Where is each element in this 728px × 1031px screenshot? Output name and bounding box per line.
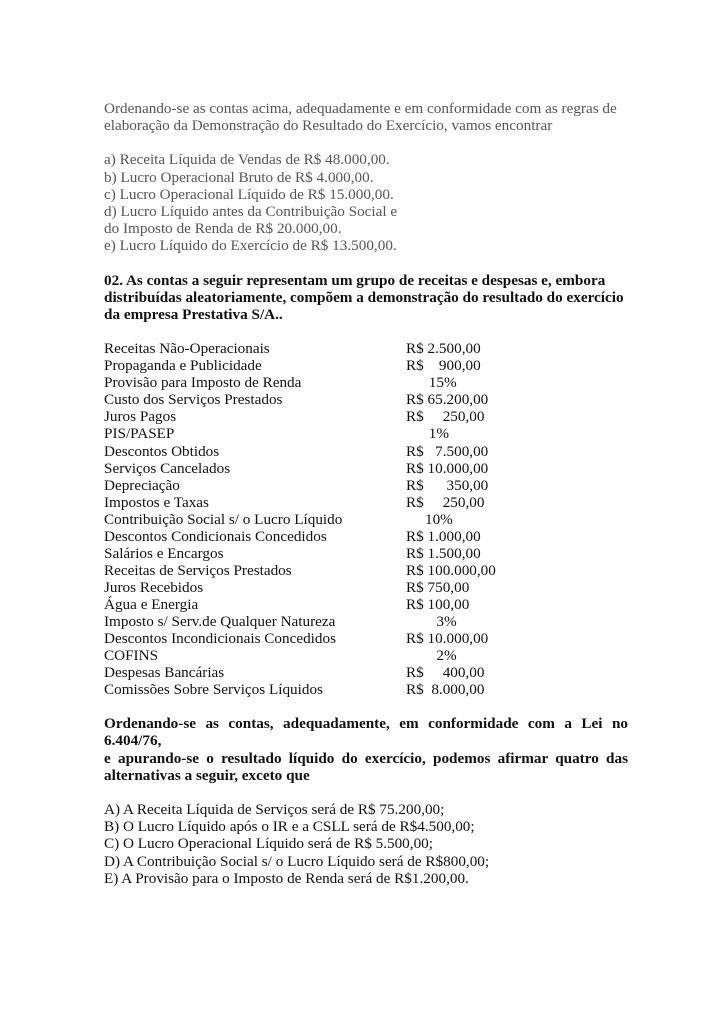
q2-heading-line: 02. As contas a seguir representam um grupo de receitas e despesas e, embora: [104, 271, 606, 289]
q2-option-b: B) O Lucro Líquido após o IR e a CSLL será de R$4.500,00;: [104, 818, 475, 836]
account-row: [104, 596, 628, 613]
account-value: 2%: [406, 647, 457, 665]
account-row: [104, 562, 628, 579]
account-label: Salários e Encargos: [104, 544, 224, 562]
intro-line: Ordenando-se as contas acima, adequadamente e em conformidade com as regras de: [104, 100, 617, 117]
q2-option-c: C) O Lucro Operacional Líquido será de R$ 5.500,00;: [104, 835, 433, 853]
account-label: Provisão para Imposto de Renda: [104, 374, 302, 392]
q1-option-d: d) Lucro Líquido antes da Contribuição Social e: [104, 203, 398, 221]
q1-option-e: e) Lucro Líquido do Exercício de R$ 13.500,00.: [104, 237, 397, 255]
account-label: Descontos Obtidos: [104, 442, 220, 460]
account-row: [104, 460, 628, 477]
account-label: Impostos e Taxas: [104, 493, 209, 511]
q2-heading: [104, 272, 628, 324]
account-value: R$ 7.500,00: [406, 442, 489, 460]
q1-option-b: b) Lucro Operacional Bruto de R$ 4.000,00.: [104, 168, 374, 186]
q2-question: [104, 715, 628, 784]
account-value: R$ 2.500,00: [406, 340, 481, 358]
account-value: R$ 100,00: [406, 595, 470, 613]
account-label: Água e Energia: [104, 595, 199, 613]
account-value: R$ 8.000,00: [406, 681, 485, 699]
q2-question-line: alternativas a seguir, exceto que: [104, 766, 310, 784]
account-value: R$ 10.000,00: [406, 459, 489, 477]
account-label: Juros Pagos: [104, 408, 177, 426]
account-label: Receitas Não-Operacionais: [104, 340, 270, 358]
account-row: [104, 391, 628, 408]
account-row: [104, 494, 628, 511]
account-label: Receitas de Serviços Prestados: [104, 561, 292, 579]
q2-question-line: e apurando-se o resultado líquido do exercício, podemos afirmar quatro das: [104, 749, 628, 767]
q2-question-line: Ordenando-se as contas, adequadamente, em conformidade com a Lei no 6.404/76,: [104, 715, 628, 750]
account-label: Serviços Cancelados: [104, 459, 231, 477]
account-row: [104, 545, 628, 562]
account-row: [104, 647, 628, 664]
document-page: [104, 100, 628, 887]
q2-option-e: E) A Provisão para o Imposto de Renda será de R$1.200,00.: [104, 869, 469, 887]
account-label: COFINS: [104, 647, 159, 665]
q1-options-list: [104, 151, 628, 254]
accounts-table: [104, 340, 628, 698]
account-label: Comissões Sobre Serviços Líquidos: [104, 681, 323, 699]
account-row: [104, 630, 628, 647]
account-value: R$ 1.000,00: [406, 527, 481, 545]
account-value: R$ 400,00: [406, 664, 485, 682]
account-value: 15%: [406, 374, 457, 392]
account-value: R$ 350,00: [406, 476, 489, 494]
account-row: [104, 425, 628, 442]
q2-option-d: D) A Contribuição Social s/ o Lucro Líquido será de R$800,00;: [104, 852, 490, 870]
account-row: [104, 374, 628, 391]
account-label: Despesas Bancárias: [104, 664, 225, 682]
account-label: Propaganda e Publicidade: [104, 357, 262, 375]
account-value: R$ 100.000,00: [406, 561, 496, 579]
account-label: Custo dos Serviços Prestados: [104, 391, 283, 409]
q1-option-c: c) Lucro Operacional Líquido de R$ 15.000,00.: [104, 185, 394, 203]
account-label: Descontos Incondicionais Concedidos: [104, 630, 336, 648]
account-row: [104, 477, 628, 494]
account-label: Depreciação: [104, 476, 180, 494]
account-value: R$ 250,00: [406, 408, 485, 426]
account-value: R$ 750,00: [406, 578, 470, 596]
account-value: R$ 65.200,00: [406, 391, 489, 409]
q2-option-a: A) A Receita Líquida de Serviços será de R$ 75.200,00;: [104, 801, 445, 819]
account-row: [104, 408, 628, 425]
account-value: R$ 10.000,00: [406, 630, 489, 648]
account-row: [104, 664, 628, 681]
account-label: Imposto s/ Serv.de Qualquer Natureza: [104, 612, 336, 630]
q2-heading-line: da empresa Prestativa S/A..: [104, 306, 283, 324]
q1-option-a: a) Receita Líquida de Vendas de R$ 48.000,00.: [104, 151, 390, 169]
account-row: [104, 511, 628, 528]
account-label: Descontos Condicionais Concedidos: [104, 527, 327, 545]
account-row: [104, 443, 628, 460]
account-row: [104, 681, 628, 698]
account-label: Contribuição Social s/ o Lucro Líquido: [104, 510, 343, 528]
account-row: [104, 357, 628, 374]
account-label: PIS/PASEP: [104, 425, 175, 443]
intro-line: elaboração da Demonstração do Resultado do Exercício, vamos encontrar: [104, 117, 553, 135]
account-row: [104, 579, 628, 596]
account-value: R$ 1.500,00: [406, 544, 481, 562]
account-value: 10%: [406, 510, 453, 528]
account-label: Juros Recebidos: [104, 578, 204, 596]
account-row: [104, 340, 628, 357]
account-row: [104, 528, 628, 545]
q2-heading-line: distribuídas aleatoriamente, compõem a demonstração do resultado do exercício: [104, 288, 624, 306]
account-row: [104, 613, 628, 630]
account-value: 1%: [406, 425, 450, 443]
intro-paragraph: [104, 100, 628, 134]
q2-options-list: [104, 801, 628, 887]
account-value: 3%: [406, 612, 457, 630]
account-value: R$ 250,00: [406, 493, 485, 511]
q1-option-d-continued: do Imposto de Renda de R$ 20.000,00.: [104, 220, 342, 238]
account-value: R$ 900,00: [406, 357, 481, 375]
